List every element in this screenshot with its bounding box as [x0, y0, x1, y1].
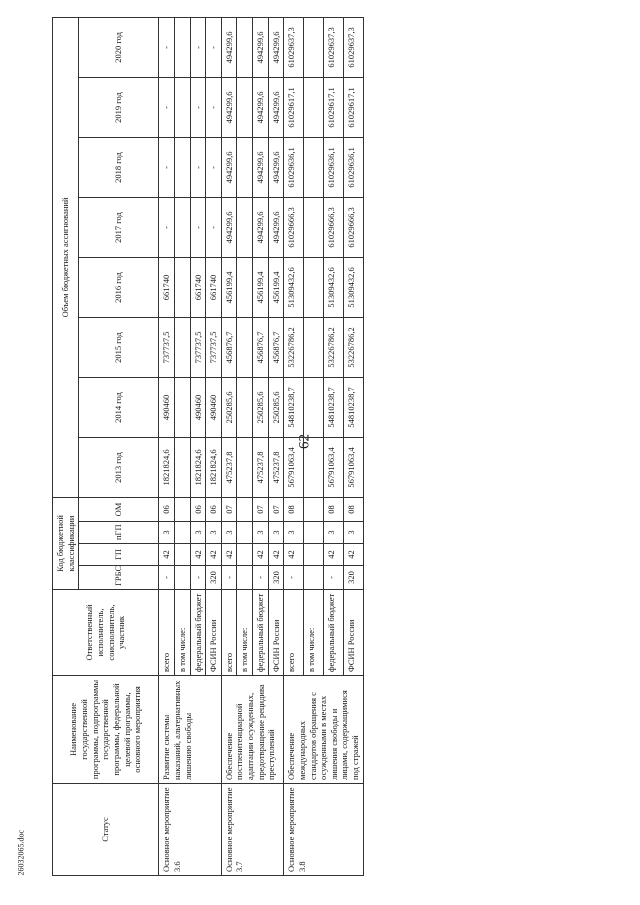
row-value: 494299,6 — [268, 197, 284, 257]
row-value: - — [159, 197, 175, 257]
row-value — [174, 197, 190, 257]
row-value — [304, 317, 324, 377]
row-value: - — [190, 137, 206, 197]
row-code-om: 07 — [253, 497, 269, 521]
row-value: 56791063,4 — [323, 437, 343, 497]
header-volume: Объем бюджетных ассигнований — [53, 17, 79, 497]
row-code-gp: 42 — [284, 544, 304, 566]
row-code-grbs: 320 — [268, 566, 284, 590]
row-value: 61029617,1 — [323, 77, 343, 137]
row-value: 53226786,2 — [284, 317, 304, 377]
row-code-om: 08 — [284, 497, 304, 521]
row-value — [237, 77, 253, 137]
row-value: 494299,6 — [221, 197, 237, 257]
row-code-pgp: 3 — [284, 522, 304, 544]
header-name: Наименование государственной программы, подпрограммы государственной программы, федеральной целевой программы, основного мероприятия — [53, 676, 159, 784]
row-value: 737737,5 — [159, 317, 175, 377]
table-body — [159, 17, 363, 875]
row-value — [237, 137, 253, 197]
row-executor: федеральный бюджет — [190, 590, 206, 676]
row-value: 490460 — [206, 377, 222, 437]
row-value: 456876,7 — [253, 317, 269, 377]
row-code-gp — [174, 544, 190, 566]
row-value: 456876,7 — [221, 317, 237, 377]
row-value — [304, 437, 324, 497]
row-code-pgp: 3 — [159, 522, 175, 544]
row-code-pgp: 3 — [268, 522, 284, 544]
row-measure-name: Обеспечение международных стандартов обращения с осужденными в местах лишения свободы и лицами, содержащимися под стражей — [284, 676, 363, 784]
header-row-1 — [53, 17, 79, 875]
row-executor: ФСИН России — [268, 590, 284, 676]
row-value — [304, 377, 324, 437]
row-value: 456199,4 — [221, 257, 237, 317]
row-value: 61029666,3 — [284, 197, 304, 257]
row-value: 53226786,2 — [323, 317, 343, 377]
row-code-grbs — [237, 566, 253, 590]
row-value: 494299,6 — [268, 17, 284, 77]
row-code-om — [304, 497, 324, 521]
row-value: 61029666,3 — [323, 197, 343, 257]
row-value — [174, 137, 190, 197]
row-value: 61029637,3 — [343, 17, 363, 77]
row-value: 61029617,1 — [343, 77, 363, 137]
row-code-pgp: 3 — [206, 522, 222, 544]
row-executor: ФСИН России — [206, 590, 222, 676]
row-value — [304, 17, 324, 77]
row-code-grbs: 320 — [343, 566, 363, 590]
row-value: 54810238,7 — [343, 377, 363, 437]
header-grbs: ГРБС — [79, 566, 159, 590]
row-code-grbs: - — [190, 566, 206, 590]
row-value — [237, 377, 253, 437]
header-year: 2014 год — [79, 377, 159, 437]
row-value: 456199,4 — [268, 257, 284, 317]
header-year: 2020 год — [79, 17, 159, 77]
row-code-om — [237, 497, 253, 521]
row-value: 494299,6 — [253, 197, 269, 257]
row-value: 61029666,3 — [343, 197, 363, 257]
row-status: Основное мероприятие 3.8 — [284, 784, 363, 876]
row-value: 494299,6 — [268, 77, 284, 137]
row-code-om: 07 — [221, 497, 237, 521]
row-value: - — [159, 137, 175, 197]
row-value — [304, 257, 324, 317]
row-value: - — [206, 77, 222, 137]
header-status: Статус — [53, 784, 159, 876]
row-value: - — [159, 17, 175, 77]
table-row — [159, 17, 175, 875]
row-value: 61029636,1 — [343, 137, 363, 197]
table-row — [284, 17, 304, 875]
budget-table — [52, 17, 364, 876]
row-code-gp: 42 — [323, 544, 343, 566]
header-om: ОМ — [79, 497, 159, 521]
row-code-grbs — [174, 566, 190, 590]
row-value — [237, 317, 253, 377]
row-value: 61029637,3 — [323, 17, 343, 77]
row-executor: всего — [159, 590, 175, 676]
row-value: 61029637,3 — [284, 17, 304, 77]
row-value — [174, 17, 190, 77]
row-executor: федеральный бюджет — [253, 590, 269, 676]
row-value: - — [190, 17, 206, 77]
row-code-om: 08 — [323, 497, 343, 521]
header-year: 2016 год — [79, 257, 159, 317]
row-value: 54810238,7 — [284, 377, 304, 437]
row-value: 1821824,6 — [159, 437, 175, 497]
row-value: 661740 — [190, 257, 206, 317]
row-code-om: 08 — [343, 497, 363, 521]
row-value: 250285,6 — [253, 377, 269, 437]
row-code-pgp: 3 — [343, 522, 363, 544]
row-value: 54810238,7 — [323, 377, 343, 437]
budget-table-container — [52, 18, 542, 876]
row-executor: всего — [221, 590, 237, 676]
row-value: 494299,6 — [221, 77, 237, 137]
row-value: 494299,6 — [268, 137, 284, 197]
row-code-pgp — [174, 522, 190, 544]
row-status: Основное мероприятие 3.6 — [159, 784, 222, 876]
row-value: 56791063,4 — [284, 437, 304, 497]
row-value: - — [206, 17, 222, 77]
row-code-gp: 42 — [221, 544, 237, 566]
row-value — [237, 17, 253, 77]
row-code-om — [174, 497, 190, 521]
row-code-gp — [237, 544, 253, 566]
row-value: 494299,6 — [253, 77, 269, 137]
row-value — [304, 137, 324, 197]
row-value — [174, 377, 190, 437]
row-code-grbs: 320 — [206, 566, 222, 590]
row-code-grbs: - — [284, 566, 304, 590]
row-code-gp: 42 — [190, 544, 206, 566]
row-code-om: 06 — [190, 497, 206, 521]
row-code-grbs: - — [253, 566, 269, 590]
row-code-pgp: 3 — [190, 522, 206, 544]
row-value: 475237,8 — [253, 437, 269, 497]
row-value: 661740 — [206, 257, 222, 317]
row-value: 51309432,6 — [343, 257, 363, 317]
row-measure-name: Обеспечение постпенитенциарной адаптации осужденных, предотвращение рецидива преступлений — [221, 676, 284, 784]
row-code-pgp: 3 — [253, 522, 269, 544]
row-value — [237, 197, 253, 257]
row-code-pgp: 3 — [323, 522, 343, 544]
row-value: 61029636,1 — [284, 137, 304, 197]
row-value: 1821824,6 — [206, 437, 222, 497]
row-code-gp: 42 — [343, 544, 363, 566]
row-value: - — [206, 197, 222, 257]
row-executor: в том числе: — [237, 590, 253, 676]
document-file-code: 26032065.doc — [16, 829, 26, 876]
row-value: 56791063,4 — [343, 437, 363, 497]
header-gp: ГП — [79, 544, 159, 566]
row-value: 53226786,2 — [343, 317, 363, 377]
row-code-pgp — [237, 522, 253, 544]
row-value: 456876,7 — [268, 317, 284, 377]
row-value — [174, 257, 190, 317]
row-measure-name: Развитие системы наказаний, альтернативных лишению свободы — [159, 676, 222, 784]
row-value: 490460 — [190, 377, 206, 437]
row-code-om: 06 — [159, 497, 175, 521]
row-value — [237, 257, 253, 317]
row-value — [304, 197, 324, 257]
row-code-om: 07 — [268, 497, 284, 521]
header-budget-code: Код бюджетной классификации — [53, 497, 79, 589]
row-value: 661740 — [159, 257, 175, 317]
row-code-grbs: - — [159, 566, 175, 590]
header-pgp: пГП — [79, 522, 159, 544]
row-value: 250285,6 — [268, 377, 284, 437]
header-executor: Ответственный исполнитель, соисполнитель, участник — [53, 590, 159, 676]
row-value — [304, 77, 324, 137]
row-value — [174, 77, 190, 137]
row-value: 250285,6 — [221, 377, 237, 437]
row-value — [174, 317, 190, 377]
row-code-gp — [304, 544, 324, 566]
header-year: 2017 год — [79, 197, 159, 257]
row-code-gp: 42 — [206, 544, 222, 566]
row-value: - — [159, 77, 175, 137]
row-executor: ФСИН России — [343, 590, 363, 676]
row-value: - — [190, 77, 206, 137]
row-value: 51309432,6 — [284, 257, 304, 317]
row-value — [237, 437, 253, 497]
row-value: 490460 — [159, 377, 175, 437]
row-value: 494299,6 — [253, 17, 269, 77]
rotated-table-area — [52, 18, 542, 876]
row-value: 61029617,1 — [284, 77, 304, 137]
row-status: Основное мероприятие 3.7 — [221, 784, 284, 876]
page-number: 62 — [296, 434, 313, 449]
row-executor: в том числе: — [304, 590, 324, 676]
row-executor: всего — [284, 590, 304, 676]
row-executor: в том числе: — [174, 590, 190, 676]
header-year: 2013 год — [79, 437, 159, 497]
row-value: 51309432,6 — [323, 257, 343, 317]
row-code-grbs: - — [323, 566, 343, 590]
header-year: 2018 год — [79, 137, 159, 197]
row-value: 494299,6 — [221, 137, 237, 197]
row-value: 456199,4 — [253, 257, 269, 317]
row-code-gp: 42 — [253, 544, 269, 566]
row-value: 737737,5 — [190, 317, 206, 377]
row-code-om: 06 — [206, 497, 222, 521]
row-code-gp: 42 — [268, 544, 284, 566]
row-value — [174, 437, 190, 497]
row-executor: федеральный бюджет — [323, 590, 343, 676]
header-year: 2019 год — [79, 77, 159, 137]
row-value: 475237,8 — [221, 437, 237, 497]
row-value: 494299,6 — [221, 17, 237, 77]
header-year: 2015 год — [79, 317, 159, 377]
row-value: 737737,5 — [206, 317, 222, 377]
row-code-grbs — [304, 566, 324, 590]
row-code-pgp: 3 — [221, 522, 237, 544]
row-value: 1821824,6 — [190, 437, 206, 497]
row-value: 475237,8 — [268, 437, 284, 497]
row-code-grbs: - — [221, 566, 237, 590]
row-value: 494299,6 — [253, 137, 269, 197]
row-code-pgp — [304, 522, 324, 544]
row-value: 61029636,1 — [323, 137, 343, 197]
row-value: - — [206, 137, 222, 197]
row-value: - — [190, 197, 206, 257]
table-row — [221, 17, 237, 875]
row-code-gp: 42 — [159, 544, 175, 566]
